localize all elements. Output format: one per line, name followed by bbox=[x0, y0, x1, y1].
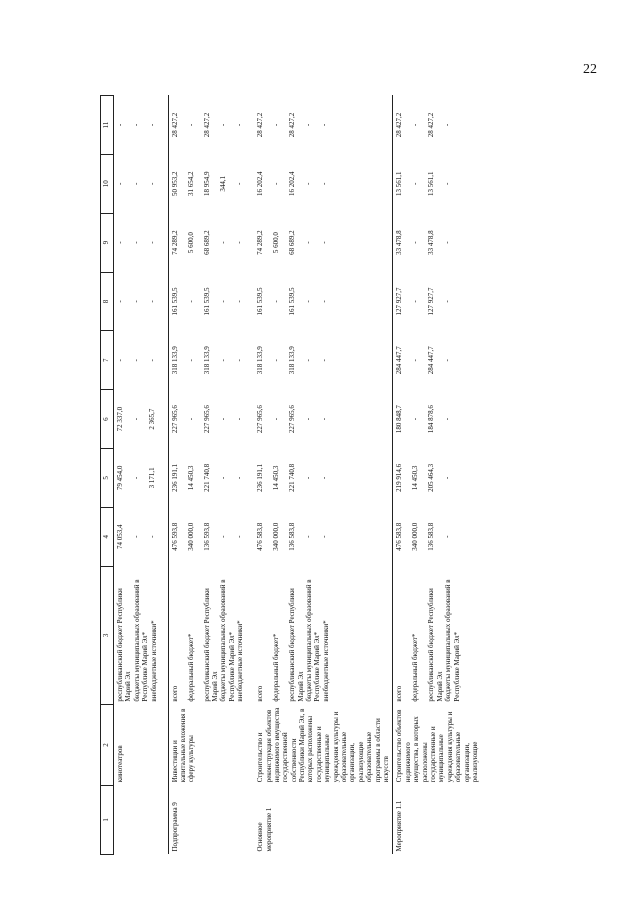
value-line: - bbox=[218, 535, 227, 538]
value-line: 284 447,7 bbox=[427, 346, 436, 375]
table-row bbox=[254, 96, 393, 855]
value-line: - bbox=[304, 417, 313, 421]
value-line: - bbox=[218, 123, 227, 127]
value-line: 14 450,3 bbox=[186, 465, 195, 491]
funding-source-line: всего bbox=[256, 685, 265, 702]
value-cell bbox=[168, 272, 254, 331]
value-line: - bbox=[304, 241, 313, 244]
value-line: 127 927,7 bbox=[427, 287, 436, 316]
value-line: - bbox=[132, 300, 140, 303]
value-line: 50 953,2 bbox=[170, 171, 179, 197]
value-line: - bbox=[320, 476, 329, 480]
table-body bbox=[114, 96, 482, 855]
value-line: 13 561,1 bbox=[395, 171, 404, 197]
value-line: 219 914,6 bbox=[395, 463, 404, 492]
col-header: 2 bbox=[101, 705, 114, 786]
value-cell bbox=[393, 272, 481, 331]
value-cell bbox=[168, 449, 254, 508]
funding-source-line: всего bbox=[170, 685, 179, 702]
value-line: 28 427,2 bbox=[202, 112, 211, 138]
value-line: 127 927,7 bbox=[395, 287, 404, 316]
value-line: - bbox=[320, 535, 329, 538]
value-line: - bbox=[234, 182, 243, 185]
value-line: 136 583,8 bbox=[427, 522, 436, 551]
value-line: 74 289,2 bbox=[256, 230, 265, 255]
value-line: 68 689,2 bbox=[288, 230, 297, 255]
value-line: - bbox=[443, 123, 452, 127]
value-cell bbox=[254, 272, 393, 331]
funding-source-line: бюджеты муниципальных образований в Республике Марий Эл* bbox=[132, 579, 150, 702]
funding-source-line: бюджеты муниципальных образований в Республике Марий Эл* bbox=[444, 579, 461, 702]
value-line: - bbox=[304, 535, 313, 538]
value-line: 136 583,8 bbox=[288, 522, 297, 551]
value-line: - bbox=[304, 359, 313, 362]
value-cell bbox=[114, 96, 169, 155]
table-row bbox=[393, 96, 481, 855]
value-cell bbox=[168, 390, 254, 449]
value-line: 227 965,6 bbox=[288, 405, 297, 434]
value-line: - bbox=[218, 359, 227, 362]
row-code-cell: Подпрограмма 9 bbox=[168, 785, 254, 854]
value-line: 31 654,2 bbox=[186, 171, 195, 197]
value-cell bbox=[254, 96, 393, 155]
value-cell bbox=[254, 507, 393, 566]
value-line: - bbox=[304, 182, 313, 185]
value-line: - bbox=[443, 359, 452, 362]
value-cell bbox=[168, 507, 254, 566]
value-line: - bbox=[218, 417, 227, 421]
col-header: 1 bbox=[101, 785, 114, 854]
funding-source-cell bbox=[254, 566, 393, 704]
value-cell bbox=[114, 331, 169, 390]
value-line: 13 561,1 bbox=[427, 171, 436, 197]
col-header: 11 bbox=[101, 96, 114, 155]
value-line: 16 202,4 bbox=[256, 171, 265, 197]
value-line: - bbox=[116, 123, 124, 127]
row-code-cell bbox=[114, 785, 169, 854]
value-line: 28 427,2 bbox=[395, 112, 404, 138]
value-cell bbox=[254, 154, 393, 213]
value-cell bbox=[168, 154, 254, 213]
value-line: 318 133,9 bbox=[256, 346, 265, 375]
value-line: - bbox=[148, 182, 156, 185]
value-line: 5 600,0 bbox=[186, 232, 195, 254]
value-line: - bbox=[148, 535, 156, 538]
funding-source-cell bbox=[168, 566, 254, 704]
funding-source-line: внебюджетные источники* bbox=[321, 620, 330, 702]
value-line: - bbox=[272, 417, 281, 421]
value-line: - bbox=[218, 300, 227, 303]
value-line: 236 191,1 bbox=[256, 463, 265, 492]
value-line: 161 539,5 bbox=[170, 287, 179, 316]
value-cell bbox=[254, 331, 393, 390]
value-line: 18 954,9 bbox=[202, 171, 211, 197]
value-line: - bbox=[443, 182, 452, 185]
value-line: 33 478,8 bbox=[427, 230, 436, 255]
value-line: - bbox=[186, 300, 195, 303]
value-line: - bbox=[320, 241, 329, 244]
budget-table bbox=[100, 95, 481, 855]
value-line: - bbox=[320, 359, 329, 362]
value-line: 340 000,0 bbox=[186, 522, 195, 551]
value-line: 74 289,2 bbox=[170, 230, 179, 255]
value-line: - bbox=[116, 359, 124, 362]
value-line: 28 427,2 bbox=[170, 112, 179, 138]
value-line: - bbox=[148, 241, 156, 244]
row-title-cell: Строительство и реконструкция объектов недвижимого имущества государственной собственности Республики Марий Эл, в которых расположены государственные и муниципальные учреждения культуры и образовательные организации, реализующие образовательные программы в области искусств bbox=[256, 707, 390, 783]
value-line: 318 133,9 bbox=[202, 346, 211, 375]
row-code-cell: Мероприятие 1.1 bbox=[393, 785, 481, 854]
rotated-table-container bbox=[100, 95, 565, 855]
value-line: - bbox=[443, 300, 452, 303]
funding-source-line: республиканский бюджет Республики Марий Эл bbox=[288, 588, 305, 702]
col-header: 3 bbox=[101, 566, 114, 704]
value-line: - bbox=[320, 300, 329, 303]
value-line: - bbox=[186, 417, 195, 421]
value-line: 180 848,7 bbox=[395, 405, 404, 434]
value-cell bbox=[114, 213, 169, 272]
value-line: 476 583,8 bbox=[395, 522, 404, 551]
value-line: - bbox=[148, 300, 156, 303]
value-cell bbox=[114, 507, 169, 566]
funding-source-cell bbox=[393, 566, 481, 704]
value-line: - bbox=[218, 241, 227, 244]
value-line: - bbox=[411, 241, 420, 244]
value-line: 136 593,8 bbox=[202, 522, 211, 551]
value-line: 476 593,8 bbox=[170, 522, 179, 551]
value-line: - bbox=[304, 300, 313, 303]
value-line: - bbox=[132, 359, 140, 362]
value-line: 5 600,0 bbox=[272, 232, 281, 254]
value-cell bbox=[114, 154, 169, 213]
value-cell bbox=[393, 213, 481, 272]
value-line: - bbox=[148, 359, 156, 362]
header-row bbox=[101, 96, 114, 855]
value-line: - bbox=[186, 123, 195, 127]
value-line: - bbox=[132, 417, 140, 421]
value-line: 16 202,4 bbox=[288, 171, 297, 197]
value-line: - bbox=[148, 123, 156, 127]
value-cell bbox=[168, 96, 254, 155]
funding-source-line: федеральный бюджет* bbox=[411, 633, 420, 702]
value-line: 28 427,2 bbox=[427, 112, 436, 138]
funding-source-line: республиканский бюджет Республики Марий Эл bbox=[202, 588, 219, 702]
value-cell bbox=[168, 213, 254, 272]
value-line: - bbox=[411, 123, 420, 127]
value-line: - bbox=[132, 476, 140, 480]
value-line: - bbox=[234, 123, 243, 127]
value-line: - bbox=[272, 123, 281, 127]
funding-source-line: республиканский бюджет Республики Марий Эл bbox=[427, 588, 444, 702]
value-line: 2 365,7 bbox=[148, 408, 156, 430]
value-line: 161 539,5 bbox=[256, 287, 265, 316]
col-header: 8 bbox=[101, 272, 114, 331]
funding-source-line: республиканский бюджет Республики Марий Эл bbox=[116, 588, 133, 702]
value-line: 236 191,1 bbox=[170, 463, 179, 492]
value-line: - bbox=[443, 241, 452, 244]
col-header: 10 bbox=[101, 154, 114, 213]
value-cell bbox=[393, 449, 481, 508]
value-cell bbox=[168, 331, 254, 390]
table-row bbox=[114, 96, 169, 855]
value-line: 3 171,1 bbox=[148, 467, 156, 489]
value-line: 161 539,5 bbox=[202, 287, 211, 316]
value-line: 476 583,8 bbox=[256, 522, 265, 551]
value-line: - bbox=[411, 417, 420, 421]
value-line: - bbox=[272, 300, 281, 303]
value-line: - bbox=[320, 182, 329, 185]
value-line: - bbox=[272, 359, 281, 362]
value-line: - bbox=[411, 300, 420, 303]
value-line: - bbox=[320, 123, 329, 127]
value-cell bbox=[254, 449, 393, 508]
value-line: - bbox=[304, 123, 313, 127]
value-line: 227 965,6 bbox=[202, 405, 211, 434]
value-line: 14 450,3 bbox=[272, 465, 281, 491]
value-line: - bbox=[411, 359, 420, 362]
value-line: - bbox=[132, 123, 140, 127]
value-line: 284 447,7 bbox=[395, 346, 404, 375]
row-title-cell: кинотеатров bbox=[116, 745, 124, 783]
value-line: - bbox=[132, 182, 140, 185]
value-line: 340 000,0 bbox=[272, 522, 281, 551]
value-cell bbox=[254, 390, 393, 449]
value-line: 79 454,0 bbox=[116, 465, 124, 491]
row-title-cell: Строительство объектов недвижимого имущества, в которых расположены государственные и муниципальные учреждения культуры и образовательные организации, реализующие bbox=[393, 705, 481, 786]
value-line: 184 878,6 bbox=[427, 405, 436, 434]
value-line: 205 464,3 bbox=[427, 463, 436, 492]
value-line: 344,1 bbox=[218, 175, 227, 192]
value-line: - bbox=[218, 476, 227, 480]
value-line: 28 427,2 bbox=[288, 112, 297, 138]
value-line: 68 689,2 bbox=[202, 230, 211, 255]
col-header: 5 bbox=[101, 449, 114, 508]
value-cell bbox=[393, 331, 481, 390]
col-header: 6 bbox=[101, 390, 114, 449]
value-line: 221 740,8 bbox=[288, 463, 297, 492]
value-line: 74 053,4 bbox=[116, 524, 124, 549]
value-line: - bbox=[443, 476, 452, 480]
value-line: - bbox=[116, 241, 124, 244]
value-cell bbox=[114, 272, 169, 331]
value-cell bbox=[254, 213, 393, 272]
value-line: - bbox=[443, 417, 452, 421]
value-line: - bbox=[272, 182, 281, 185]
value-line: 161 539,5 bbox=[288, 287, 297, 316]
value-line: 14 450,3 bbox=[411, 465, 420, 491]
row-code-cell: Основное мероприятие 1 bbox=[256, 807, 273, 852]
value-line: - bbox=[443, 535, 452, 538]
funding-source-line: бюджеты муниципальных образований в Республике Марий Эл* bbox=[304, 579, 322, 702]
funding-source-line: внебюджетные источники* bbox=[236, 620, 245, 702]
value-line: - bbox=[116, 300, 124, 303]
value-cell bbox=[114, 449, 169, 508]
funding-source-line: внебюджетные источники* bbox=[149, 620, 158, 702]
funding-source-line: бюджеты муниципальных образований в Республике Марий Эл* bbox=[219, 579, 236, 702]
value-line: - bbox=[116, 182, 124, 185]
value-line: 318 133,9 bbox=[170, 346, 179, 375]
value-cell bbox=[114, 390, 169, 449]
value-line: 227 965,6 bbox=[256, 405, 265, 434]
page-number: 22 bbox=[583, 62, 597, 77]
value-line: - bbox=[132, 241, 140, 244]
value-line: 72 337,0 bbox=[116, 406, 124, 432]
col-header: 4 bbox=[101, 507, 114, 566]
value-line: - bbox=[234, 241, 243, 244]
value-line: 340 000,0 bbox=[411, 522, 420, 551]
value-line: - bbox=[320, 417, 329, 421]
value-cell bbox=[393, 96, 481, 155]
funding-source-line: федеральный бюджет* bbox=[186, 633, 195, 702]
col-header: 9 bbox=[101, 213, 114, 272]
value-line: - bbox=[234, 417, 243, 421]
value-line: 227 965,6 bbox=[170, 405, 179, 434]
value-line: - bbox=[234, 300, 243, 303]
value-line: 33 478,8 bbox=[395, 230, 404, 255]
row-title-cell: Инвестиции и капитальные вложения в сферу культуры bbox=[168, 705, 254, 786]
table-row bbox=[168, 96, 254, 855]
funding-source-line: всего bbox=[395, 685, 404, 702]
funding-source-cell bbox=[114, 566, 169, 704]
funding-source-line: федеральный бюджет* bbox=[272, 633, 281, 702]
value-cell bbox=[393, 154, 481, 213]
value-line: - bbox=[234, 359, 243, 362]
value-line: 28 427,2 bbox=[256, 112, 265, 138]
value-line: 221 740,8 bbox=[202, 463, 211, 492]
value-cell bbox=[393, 390, 481, 449]
value-line: 318 133,9 bbox=[288, 346, 297, 375]
value-line: - bbox=[234, 535, 243, 538]
col-header: 7 bbox=[101, 331, 114, 390]
value-line: - bbox=[234, 476, 243, 480]
value-line: - bbox=[411, 182, 420, 185]
value-line: - bbox=[304, 476, 313, 480]
value-line: - bbox=[186, 359, 195, 362]
value-cell bbox=[393, 507, 481, 566]
value-line: - bbox=[132, 535, 140, 538]
